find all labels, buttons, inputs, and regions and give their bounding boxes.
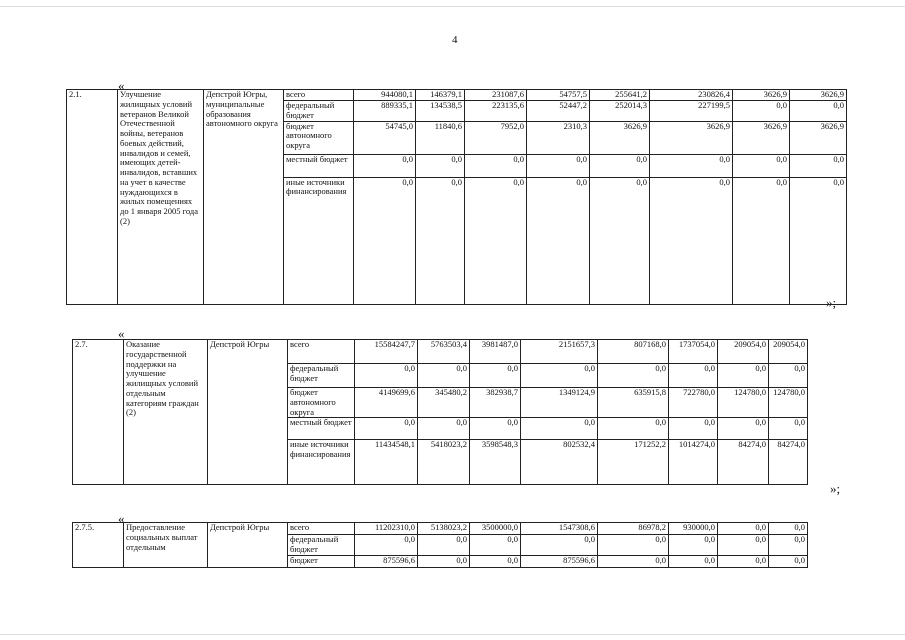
funding-source: местный бюджет bbox=[288, 418, 355, 440]
item-name: Оказание государственной поддержки на улучшение жилищных условий отдельным категориям граждан (2) bbox=[124, 340, 208, 485]
amount-cell: 0,0 bbox=[416, 154, 465, 177]
amount-cell: 0,0 bbox=[769, 535, 808, 556]
funding-source: всего bbox=[288, 523, 355, 535]
item-executor: Депстрой Югры, муниципальные образования автономного округа bbox=[204, 90, 284, 305]
amount-cell: 802532,4 bbox=[521, 440, 598, 485]
amount-cell: 0,0 bbox=[769, 364, 808, 388]
amount-cell: 230826,4 bbox=[650, 90, 733, 101]
funding-source: федеральный бюджет bbox=[284, 101, 354, 122]
amount-cell: 1014274,0 bbox=[669, 440, 718, 485]
funding-source: иные источники финансирования bbox=[288, 440, 355, 485]
amount-cell: 1349124,9 bbox=[521, 388, 598, 418]
amount-cell: 86978,2 bbox=[598, 523, 669, 535]
amount-cell: 0,0 bbox=[769, 418, 808, 440]
amount-cell: 0,0 bbox=[590, 177, 650, 304]
item-name: Предоставление социальных выплат отдельным bbox=[124, 523, 208, 568]
amount-cell: 54757,5 bbox=[527, 90, 590, 101]
amount-cell: 0,0 bbox=[669, 535, 718, 556]
amount-cell: 0,0 bbox=[465, 177, 527, 304]
amount-cell: 944080,1 bbox=[354, 90, 416, 101]
amount-cell: 0,0 bbox=[521, 418, 598, 440]
amount-cell: 255641,2 bbox=[590, 90, 650, 101]
amount-cell: 0,0 bbox=[669, 555, 718, 567]
amount-cell: 4149699,6 bbox=[355, 388, 418, 418]
open-quote-3: « bbox=[118, 511, 125, 526]
amount-cell: 3626,9 bbox=[790, 90, 847, 101]
table-row bbox=[67, 90, 847, 101]
funding-source: бюджет bbox=[288, 555, 355, 567]
amount-cell: 84274,0 bbox=[769, 440, 808, 485]
amount-cell: 0,0 bbox=[470, 535, 521, 556]
amount-cell: 171252,2 bbox=[598, 440, 669, 485]
amount-cell: 0,0 bbox=[650, 154, 733, 177]
amount-cell: 0,0 bbox=[470, 364, 521, 388]
amount-cell: 0,0 bbox=[790, 177, 847, 304]
amount-cell: 0,0 bbox=[590, 154, 650, 177]
amount-cell: 209054,0 bbox=[769, 340, 808, 364]
amount-cell: 0,0 bbox=[718, 418, 769, 440]
table-row bbox=[73, 523, 808, 535]
amount-cell: 223135,6 bbox=[465, 101, 527, 122]
amount-cell: 227199,5 bbox=[650, 101, 733, 122]
amount-cell: 0,0 bbox=[718, 523, 769, 535]
funding-source: всего bbox=[284, 90, 354, 101]
open-quote-1: « bbox=[118, 78, 125, 93]
funding-source: всего bbox=[288, 340, 355, 364]
amount-cell: 231087,6 bbox=[465, 90, 527, 101]
amount-cell: 11434548,1 bbox=[355, 440, 418, 485]
amount-cell: 54745,0 bbox=[354, 121, 416, 154]
close-quote-1: »; bbox=[826, 295, 837, 310]
amount-cell: 0,0 bbox=[598, 555, 669, 567]
amount-cell: 0,0 bbox=[790, 101, 847, 122]
amount-cell: 124780,0 bbox=[769, 388, 808, 418]
amount-cell: 0,0 bbox=[418, 364, 470, 388]
amount-cell: 124780,0 bbox=[718, 388, 769, 418]
table-row bbox=[73, 340, 808, 364]
item-name: Улучшение жилищных условий ветеранов Великой Отечественной войны, ветеранов боевых действий, инвалидов и семей, имеющих детей-инвалидов, вставших на учет в качестве нуждающихся в жилых помещениях до 1 января 2005 года (2) bbox=[118, 90, 204, 305]
amount-cell: 382938,7 bbox=[470, 388, 521, 418]
page-number: 4 bbox=[452, 34, 458, 46]
amount-cell: 3626,9 bbox=[733, 90, 790, 101]
item-executor: Депстрой Югры bbox=[208, 340, 288, 485]
amount-cell: 5418023,2 bbox=[418, 440, 470, 485]
amount-cell: 3500000,0 bbox=[470, 523, 521, 535]
funding-source: федеральный бюджет bbox=[288, 535, 355, 556]
amount-cell: 1737054,0 bbox=[669, 340, 718, 364]
amount-cell: 0,0 bbox=[598, 535, 669, 556]
amount-cell: 3626,9 bbox=[790, 121, 847, 154]
amount-cell: 0,0 bbox=[527, 154, 590, 177]
amount-cell: 0,0 bbox=[598, 418, 669, 440]
amount-cell: 3598548,3 bbox=[470, 440, 521, 485]
financing-table-3 bbox=[72, 522, 808, 568]
amount-cell: 0,0 bbox=[354, 154, 416, 177]
item-code: 2.7.5. bbox=[73, 523, 124, 568]
amount-cell: 52447,2 bbox=[527, 101, 590, 122]
amount-cell: 0,0 bbox=[598, 364, 669, 388]
item-code: 2.1. bbox=[67, 90, 118, 305]
amount-cell: 0,0 bbox=[527, 177, 590, 304]
open-quote-2: « bbox=[118, 326, 125, 341]
amount-cell: 0,0 bbox=[418, 418, 470, 440]
amount-cell: 0,0 bbox=[418, 535, 470, 556]
item-executor: Депстрой Югры bbox=[208, 523, 288, 568]
close-quote-2: »; bbox=[830, 481, 841, 496]
amount-cell: 209054,0 bbox=[718, 340, 769, 364]
amount-cell: 0,0 bbox=[465, 154, 527, 177]
amount-cell: 1547308,6 bbox=[521, 523, 598, 535]
amount-cell: 635915,8 bbox=[598, 388, 669, 418]
amount-cell: 0,0 bbox=[416, 177, 465, 304]
amount-cell: 0,0 bbox=[733, 101, 790, 122]
amount-cell: 807168,0 bbox=[598, 340, 669, 364]
amount-cell: 875596,6 bbox=[521, 555, 598, 567]
amount-cell: 0,0 bbox=[470, 555, 521, 567]
scan-artifact-bottom bbox=[0, 634, 905, 635]
amount-cell: 0,0 bbox=[790, 154, 847, 177]
amount-cell: 930000,0 bbox=[669, 523, 718, 535]
amount-cell: 3981487,0 bbox=[470, 340, 521, 364]
amount-cell: 146379,1 bbox=[416, 90, 465, 101]
amount-cell: 3626,9 bbox=[590, 121, 650, 154]
amount-cell: 11202310,0 bbox=[355, 523, 418, 535]
funding-source: местный бюджет bbox=[284, 154, 354, 177]
financing-table-1 bbox=[66, 89, 847, 305]
scan-artifact-top bbox=[0, 6, 905, 7]
amount-cell: 0,0 bbox=[769, 555, 808, 567]
amount-cell: 889335,1 bbox=[354, 101, 416, 122]
amount-cell: 2310,3 bbox=[527, 121, 590, 154]
amount-cell: 0,0 bbox=[769, 523, 808, 535]
amount-cell: 5138023,2 bbox=[418, 523, 470, 535]
amount-cell: 15584247,7 bbox=[355, 340, 418, 364]
amount-cell: 0,0 bbox=[718, 535, 769, 556]
amount-cell: 0,0 bbox=[521, 535, 598, 556]
amount-cell: 7952,0 bbox=[465, 121, 527, 154]
amount-cell: 0,0 bbox=[718, 555, 769, 567]
funding-source: иные источники финансирования bbox=[284, 177, 354, 304]
amount-cell: 84274,0 bbox=[718, 440, 769, 485]
amount-cell: 5763503,4 bbox=[418, 340, 470, 364]
amount-cell: 0,0 bbox=[733, 177, 790, 304]
amount-cell: 0,0 bbox=[521, 364, 598, 388]
funding-source: бюджет автономного округа bbox=[284, 121, 354, 154]
amount-cell: 0,0 bbox=[650, 177, 733, 304]
amount-cell: 0,0 bbox=[355, 364, 418, 388]
amount-cell: 345480,2 bbox=[418, 388, 470, 418]
amount-cell: 252014,3 bbox=[590, 101, 650, 122]
amount-cell: 0,0 bbox=[418, 555, 470, 567]
amount-cell: 134538,5 bbox=[416, 101, 465, 122]
amount-cell: 0,0 bbox=[355, 418, 418, 440]
amount-cell: 2151657,3 bbox=[521, 340, 598, 364]
amount-cell: 0,0 bbox=[669, 364, 718, 388]
amount-cell: 0,0 bbox=[355, 535, 418, 556]
amount-cell: 3626,9 bbox=[733, 121, 790, 154]
amount-cell: 0,0 bbox=[733, 154, 790, 177]
amount-cell: 0,0 bbox=[354, 177, 416, 304]
funding-source: федеральный бюджет bbox=[288, 364, 355, 388]
amount-cell: 11840,6 bbox=[416, 121, 465, 154]
amount-cell: 722780,0 bbox=[669, 388, 718, 418]
amount-cell: 0,0 bbox=[669, 418, 718, 440]
amount-cell: 0,0 bbox=[470, 418, 521, 440]
amount-cell: 3626,9 bbox=[650, 121, 733, 154]
funding-source: бюджет автономного округа bbox=[288, 388, 355, 418]
financing-table-2 bbox=[72, 339, 808, 485]
item-code: 2.7. bbox=[73, 340, 124, 485]
amount-cell: 0,0 bbox=[718, 364, 769, 388]
amount-cell: 875596,6 bbox=[355, 555, 418, 567]
